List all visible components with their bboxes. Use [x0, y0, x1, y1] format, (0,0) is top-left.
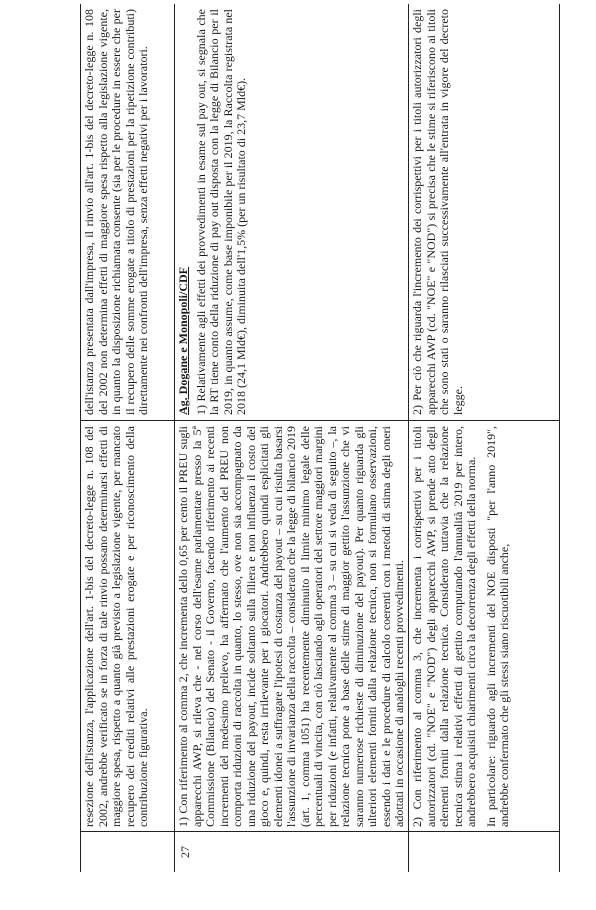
response-paragraph: dell'istanza presentata dall'impresa, il rinvio all'art. 1-bis del decreto-legge n. 108 del 2002 non determina effetti di maggiore spesa rispetto alla legislazione vigente, in quanto la disposizione richiamata consente (sia per le procedure in essere che per il recupero delle somme erogate a titolo di prestazioni per la ripetizione contributi) direttamente nei confronti dell'impresa, senza effetti negativi per i lavoratori.: [82, 9, 150, 415]
observation-cell: [81, 420, 175, 832]
response-paragraph: 2) Per ciò che riguarda l'incremento dei corrispettivi per i titoli autorizzatori degli apparecchi AWP (cd. "NOE" e "NOD") si precisa che le stime si riferiscono ai titoli che sono stati o saranno rilasciati successivamente all'entrata in vigore del decreto legge.: [410, 9, 465, 415]
observation-cell: [175, 420, 409, 832]
observation-paragraph: 1) Con riferimento al comma 2, che incrementa dello 0,65 per cento il PREU sugli apparecchi AWP, si rileva che - nel corso dell'esame parlamentare presso la 5ª Commissione (Bilancio) del Senato - il Governo, facendo riferimento ai recenti incrementi del medesimo prelievo, ha affermato che l'aumento del PREU non comporta riduzioni di raccolta in quanto, lo stesso, ove non sia accompagnato da una riduzione del payout, incide soltanto sulla filiera e non influenza il costo del gioco e, quindi, resta irrilevante per i giocatori. Andrebbero quindi esplicitati gli elementi idonei a suffragare l'ipotesi di costanza del payout – su cui risulta basarsi l'assunzione di invarianza della raccolta – considerato che la legge di bilancio 2019 (art. 1, comma 1051) ha recentemente diminuito il limite minimo legale delle percentuali di vincita, con ciò lasciando agli operatori del settore maggiori margini per riduzioni (e infatti, relativamente al comma 3 – su cui si veda di seguito –, la relazione tecnica pone a base delle stime di maggior gettito l'assunzione che vi saranno numerose richieste di diminuzione del payout). Per quanto riguarda gli ulteriori elementi forniti dalla relazione tecnica, non si formulano osservazioni, essendo i dati e le procedure di calcolo coerenti con i metodi di stima degli oneri adottati in occasione di analoghi recenti provvedimenti.: [176, 426, 406, 827]
observations-table: [80, 4, 560, 872]
response-cell: [409, 4, 559, 420]
row-number-cell: [81, 831, 175, 872]
response-paragraph: 1) Relativamente agli effetti dei provvedimenti in esame sul pay out, si segnala che la RT tiene conto della riduzione di pay out disposta con la legge di Bilancio per il 2019, in quanto assume, come base imponibile per il 2019, la Raccolta registrata nel 2018 (24,1 Mld€), diminuita dell'1,5% (per un risultato di 23,7 Mld€).: [193, 9, 248, 415]
observation-paragraph: In particolare: riguardo agli incrementi del NOE disposti "per l'anno 2019", andrebbe confermato che gli stessi siano riscuotibili anche,: [483, 426, 511, 827]
row-number: [409, 832, 413, 872]
table-row: [174, 4, 409, 872]
observation-paragraph: 2) Con riferimento al comma 3, che incrementa i corrispettivi per i titoli autorizzatori (cd. "NOE" e "NOD") degli apparecchi AWP, si prende atto degli elementi forniti dalla relazione tecnica. Considerato tuttavia che la relazione tecnica stima i relativi effetti di gettito computando l'annualità 2019 per intero, andrebbero acquisiti chiarimenti circa la decorrenza degli effetti della norma.: [410, 426, 478, 827]
section-heading: Ag. Dogane e Monopoli/CDF: [176, 267, 190, 415]
observation-cell: [409, 420, 559, 832]
observation-paragraph: resezione dell'istanza, l'applicazione dell'art. 1-bis del decreto-legge n. 108 del 2002, andrebbe verificato se in forza di tale rinvio possano determinarsi effetti di maggiore spesa, rispetto a quanto già previsto a legislazione vigente, per mancato recupero dei crediti relativi alle prestazioni erogate e per riconoscimento della contribuzione figurativa.: [82, 426, 150, 827]
response-cell: [81, 4, 175, 420]
row-number: 27: [178, 846, 192, 858]
row-number-cell: [409, 831, 559, 872]
row-number-cell: [175, 831, 409, 872]
table-row: [408, 4, 560, 872]
table-row: [80, 4, 175, 872]
row-number: [81, 832, 85, 872]
response-cell: [175, 4, 409, 420]
